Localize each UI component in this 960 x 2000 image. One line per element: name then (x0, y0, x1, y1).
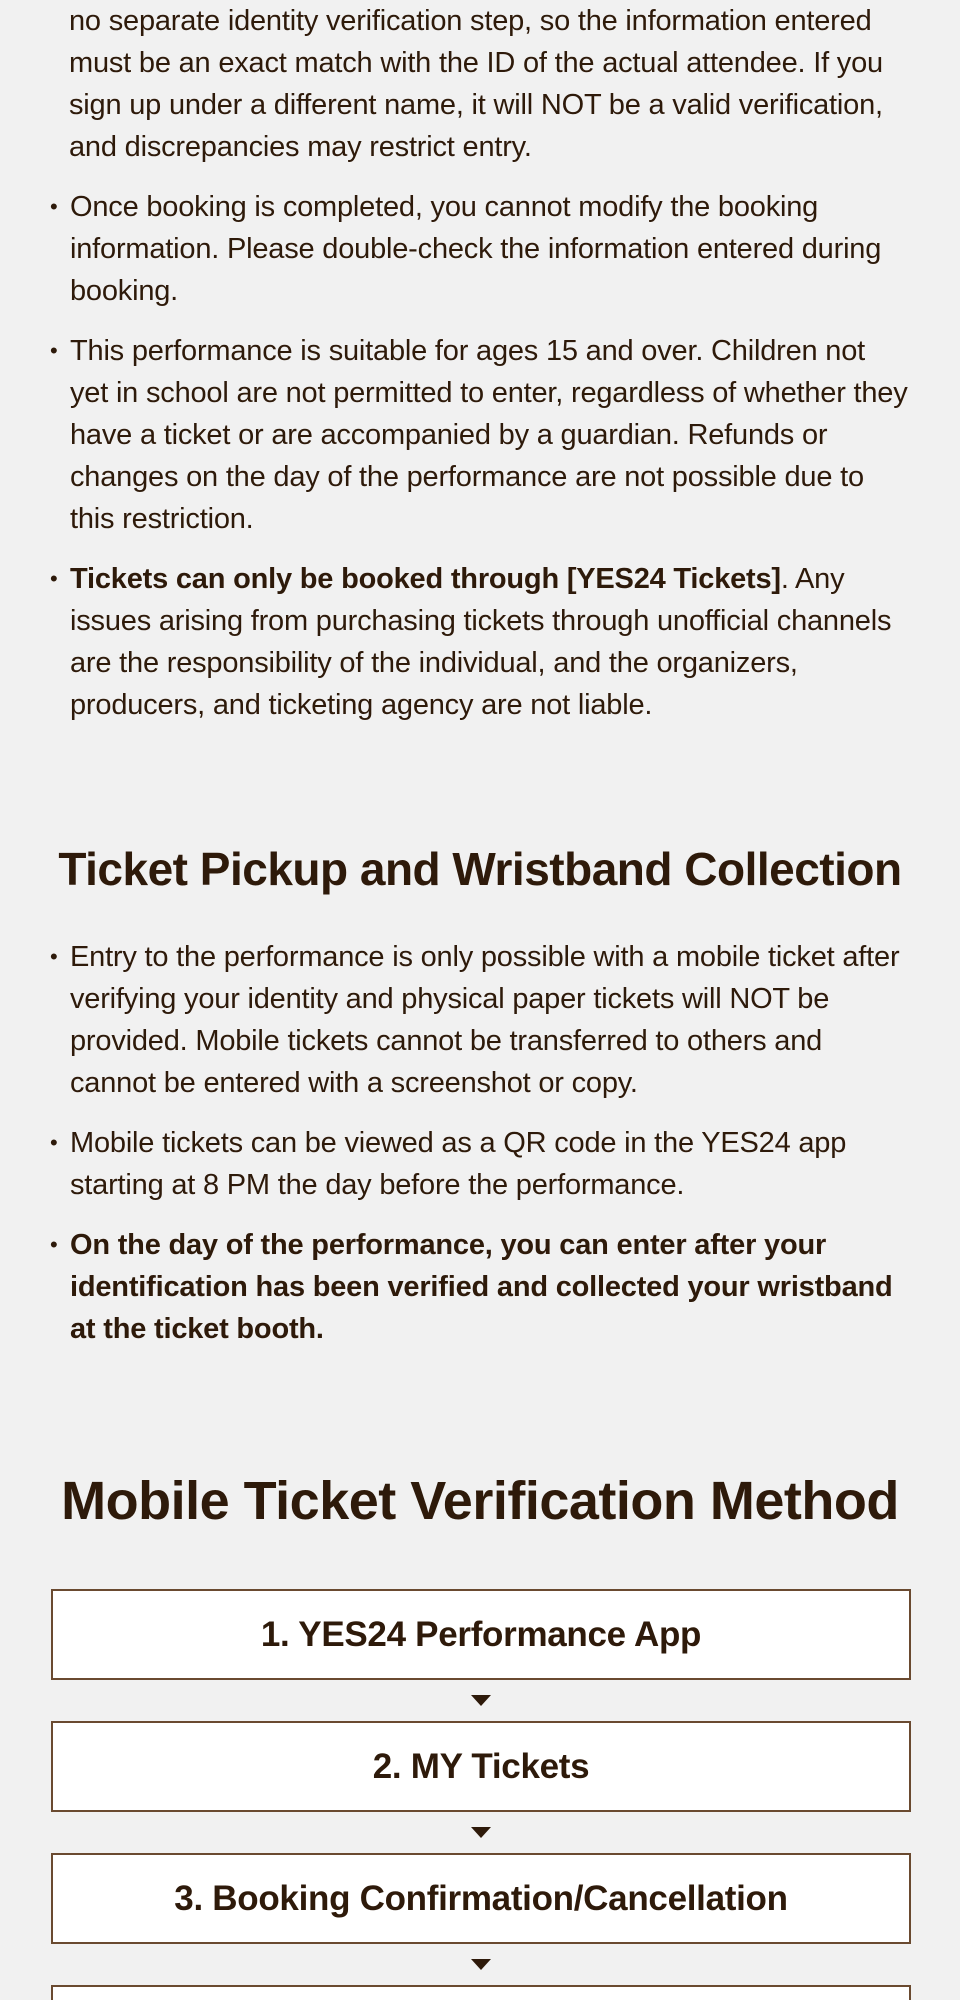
booking-notes-list (50, 0, 910, 744)
pickup-note-qr-code (50, 1122, 910, 1206)
step-my-tickets: 2. MY Tickets (51, 1721, 911, 1812)
verification-steps (51, 1589, 911, 2000)
note-text: Mobile tickets can be viewed as a QR code in the YES24 app starting at 8 PM the day before the performance. (70, 1127, 847, 1201)
step-next (51, 1985, 911, 2000)
note-bold-text: Tickets can only be booked through [YES24 Tickets] (70, 563, 781, 595)
pickup-note-mobile-only (50, 936, 910, 1104)
note-text: Once booking is completed, you cannot modify the booking information. Please double-check the information entered during booking. (70, 191, 882, 307)
triangle-down-icon (471, 1695, 491, 1706)
booking-note-age-limit (50, 330, 910, 540)
step-arrow (51, 1812, 911, 1853)
step-yes24-app: 1. YES24 Performance App (51, 1589, 911, 1680)
step-booking-confirmation: 3. Booking Confirmation/Cancellation (51, 1853, 911, 1944)
step-arrow (51, 1944, 911, 1985)
mobile-verification-title: Mobile Ticket Verification Method (61, 1471, 899, 1531)
note-text: This performance is suitable for ages 15 and over. Children not yet in school are not permitted to enter, regardless of whether they have a ticket or are accompanied by a guardian. Refunds or changes on the day of the performance are not possible due to this restriction. (70, 335, 908, 535)
pickup-notes-list (50, 936, 910, 1368)
note-text: no separate identity verification step, so the information entered must be an exact match with the ID of the actual attendee. If you sign up under a different name, it will NOT be a valid verification, and discrepancies may restrict entry. (69, 5, 883, 163)
booking-note-no-modify (50, 186, 910, 312)
note-text: Entry to the performance is only possible with a mobile ticket after verifying your identity and physical paper tickets will NOT be provided. Mobile tickets cannot be transferred to others and cannot be entered with a screenshot or copy. (70, 941, 900, 1099)
note-text: . Any issues arising from purchasing tickets through unofficial channels are the responsibility of the individual, and the organizers, producers, and ticketing agency are not liable. (70, 563, 892, 721)
booking-note-identity (50, 0, 910, 168)
step-arrow (51, 1680, 911, 1721)
pickup-note-wristband (50, 1224, 910, 1350)
triangle-down-icon (471, 1959, 491, 1970)
triangle-down-icon (471, 1827, 491, 1838)
note-bold-text: On the day of the performance, you can enter after your identification has been verified and collected your wristband at the ticket booth. (70, 1229, 893, 1345)
pickup-section-title: Ticket Pickup and Wristband Collection (58, 843, 902, 895)
booking-note-official-channel (50, 558, 910, 726)
